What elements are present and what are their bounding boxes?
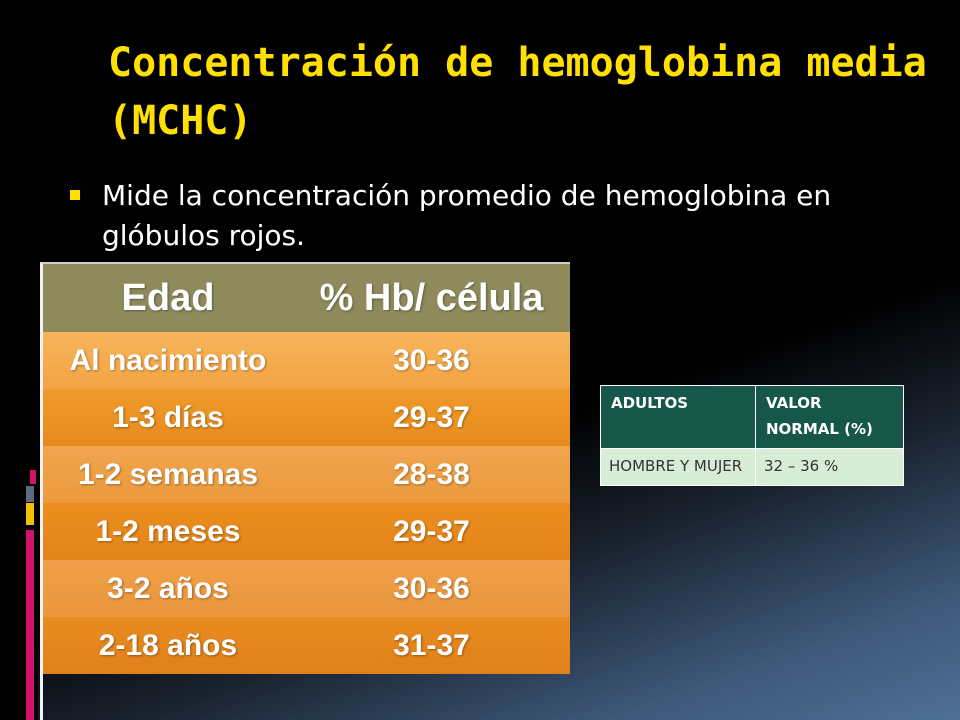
age-cell: 1-2 semanas bbox=[77, 457, 259, 491]
bullet-item bbox=[72, 176, 932, 256]
side-stripe-yellow bbox=[26, 503, 34, 525]
header-hb-celula: % Hb/ célula bbox=[319, 276, 544, 319]
bullet-text: Mide la concentración promedio de hemoglobina en glóbulos rojos. bbox=[102, 179, 832, 252]
table-row bbox=[43, 503, 570, 560]
table-row bbox=[601, 449, 904, 486]
age-cell: 2-18 años bbox=[98, 628, 238, 662]
age-cell: Al nacimiento bbox=[69, 343, 267, 377]
header-adultos: ADULTOS bbox=[601, 386, 756, 449]
value-cell: 31-37 bbox=[393, 628, 470, 662]
value-cell: 32 – 36 % bbox=[756, 449, 904, 486]
value-cell: 29-37 bbox=[393, 400, 470, 434]
age-cell: 1-3 días bbox=[112, 400, 224, 434]
table-row bbox=[43, 446, 570, 503]
side-stripe-gray-top bbox=[30, 470, 36, 484]
side-stripe-magenta bbox=[26, 530, 34, 720]
value-cell: 29-37 bbox=[393, 514, 470, 548]
adult-table-header bbox=[601, 386, 904, 449]
square-bullet-icon bbox=[70, 190, 80, 200]
header-edad: Edad bbox=[121, 276, 215, 319]
adult-reference-table bbox=[600, 385, 904, 486]
age-table-header bbox=[43, 264, 570, 332]
age-cell: 1-2 meses bbox=[95, 514, 241, 548]
table-row bbox=[43, 560, 570, 617]
table-row bbox=[43, 389, 570, 446]
value-cell: 28-38 bbox=[393, 457, 470, 491]
side-stripe-gray bbox=[26, 486, 34, 502]
table-row bbox=[43, 332, 570, 389]
value-cell: 30-36 bbox=[393, 571, 470, 605]
age-reference-table bbox=[40, 262, 570, 720]
slide-title: Concentración de hemoglobina media (MCHC) bbox=[108, 40, 927, 144]
group-cell: HOMBRE Y MUJER bbox=[601, 449, 756, 486]
table-row bbox=[43, 617, 570, 674]
age-cell: 3-2 años bbox=[107, 571, 229, 605]
header-valor-normal: VALOR NORMAL (%) bbox=[756, 386, 904, 449]
value-cell: 30-36 bbox=[393, 343, 470, 377]
